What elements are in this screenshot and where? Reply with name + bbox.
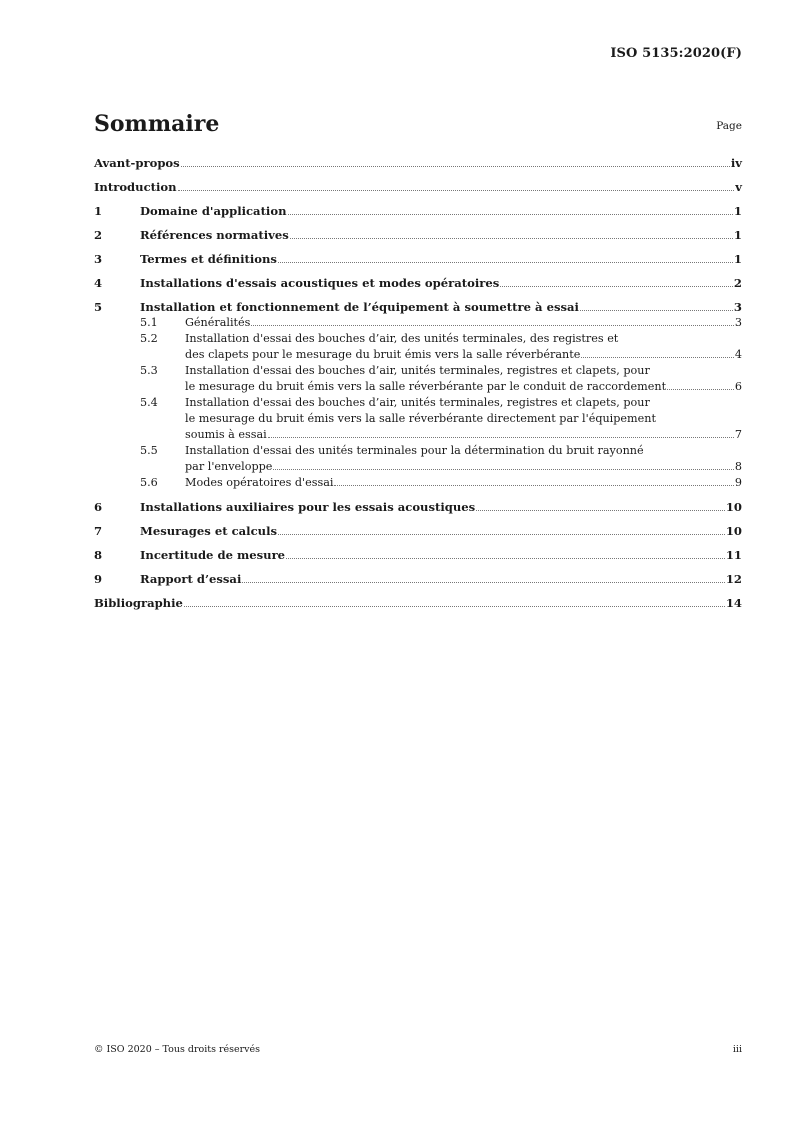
toc-entry[interactable] bbox=[94, 395, 742, 443]
toc-entry-title-line: par l'enveloppe bbox=[185, 460, 273, 473]
toc-entry-page: 10 bbox=[725, 524, 742, 538]
toc-entry-title-line: Références normatives bbox=[140, 228, 289, 242]
dot-leader bbox=[184, 606, 725, 607]
toc-entry-page: 12 bbox=[725, 572, 742, 586]
toc-entry-title-line: Mesurages et calculs bbox=[140, 524, 277, 538]
toc-entry-page: 3 bbox=[733, 300, 742, 314]
toc-entry-page: 3 bbox=[734, 316, 742, 329]
toc-entry-number: 1 bbox=[94, 204, 103, 218]
toc-entry-number: 2 bbox=[94, 228, 103, 242]
toc-entry[interactable] bbox=[94, 155, 742, 171]
dot-leader bbox=[242, 582, 725, 583]
page-column-label: Page bbox=[716, 120, 742, 132]
toc-entry-title-line: Bibliographie bbox=[94, 596, 183, 610]
toc-entry-page: 2 bbox=[733, 276, 742, 290]
dot-leader bbox=[500, 286, 733, 287]
toc-entry-title-line: Installation et fonctionnement de l’équipement à soumettre à essai bbox=[140, 300, 579, 314]
toc-entry-title-line: Rapport d’essai bbox=[140, 572, 242, 586]
dot-leader bbox=[273, 469, 733, 470]
toc-entry-title-line: Termes et définitions bbox=[140, 252, 277, 266]
toc-entry-page: v bbox=[735, 180, 742, 194]
toc-entry-number: 6 bbox=[94, 500, 103, 514]
toc-entry[interactable] bbox=[94, 179, 742, 195]
document-id: ISO 5135:2020(F) bbox=[610, 46, 742, 61]
page-number: iii bbox=[732, 1044, 742, 1055]
toc-entry-number: 5.2 bbox=[140, 332, 158, 345]
toc-entry-page: 6 bbox=[734, 380, 742, 393]
toc-entry-number: 5.3 bbox=[140, 364, 158, 377]
toc-entry-title-line: Installations d'essais acoustiques et modes opératoires bbox=[140, 276, 500, 290]
toc-entry[interactable] bbox=[94, 499, 742, 515]
toc-entry[interactable] bbox=[94, 315, 742, 331]
toc-entry[interactable] bbox=[94, 363, 742, 395]
dot-leader bbox=[251, 325, 733, 326]
toc-entry-number: 5 bbox=[94, 300, 103, 314]
dot-leader bbox=[278, 262, 733, 263]
toc-entry[interactable] bbox=[94, 203, 742, 219]
toc-entry-title-line: Incertitude de mesure bbox=[140, 548, 286, 562]
toc-entry-title-line: Domaine d'application bbox=[140, 204, 287, 218]
toc-entry-number: 5.4 bbox=[140, 396, 158, 409]
toc-entry-number: 5.6 bbox=[140, 476, 158, 489]
document-page bbox=[94, 0, 742, 1122]
dot-leader bbox=[268, 437, 734, 438]
dot-leader bbox=[334, 485, 733, 486]
toc-entry-title-line: le mesurage du bruit émis vers la salle réverbérante par le conduit de raccordement bbox=[185, 380, 667, 393]
toc-entry[interactable] bbox=[94, 251, 742, 267]
dot-leader bbox=[178, 190, 735, 191]
dot-leader bbox=[290, 238, 733, 239]
toc-entry-title-line: Généralités bbox=[185, 316, 251, 329]
toc-entry[interactable] bbox=[94, 571, 742, 587]
toc-entry-page: 1 bbox=[733, 228, 742, 242]
toc-entry-title-line: soumis à essai bbox=[185, 428, 267, 441]
toc-entry-page: 14 bbox=[725, 596, 742, 610]
dot-leader bbox=[288, 214, 733, 215]
toc-entry-page: 10 bbox=[725, 500, 742, 514]
toc-entry-number: 9 bbox=[94, 572, 103, 586]
page-title: Sommaire bbox=[94, 111, 220, 137]
dot-leader bbox=[181, 166, 730, 167]
toc-entry[interactable] bbox=[94, 523, 742, 539]
toc-entry[interactable] bbox=[94, 595, 742, 611]
toc-entry-page: 9 bbox=[734, 476, 742, 489]
dot-leader bbox=[278, 534, 725, 535]
toc-entry-title-line: Modes opératoires d'essai bbox=[185, 476, 334, 489]
toc-entry-number: 8 bbox=[94, 548, 103, 562]
toc-entry-page: 1 bbox=[733, 252, 742, 266]
toc-entry[interactable] bbox=[94, 331, 742, 363]
toc-entry-title-line: le mesurage du bruit émis vers la salle réverbérante directement par l'équipement bbox=[185, 412, 656, 425]
copyright-notice: © ISO 2020 – Tous droits réservés bbox=[94, 1044, 261, 1055]
toc-entry[interactable] bbox=[94, 443, 742, 475]
toc-entry[interactable] bbox=[94, 475, 742, 491]
toc-entry-title-line: Introduction bbox=[94, 180, 177, 194]
toc-entry-number: 3 bbox=[94, 252, 103, 266]
dot-leader bbox=[581, 357, 734, 358]
toc-entry-number: 4 bbox=[94, 276, 103, 290]
toc-entry[interactable] bbox=[94, 299, 742, 315]
toc-entry-page: iv bbox=[730, 156, 742, 170]
toc-entry-number: 5.5 bbox=[140, 444, 158, 457]
footer bbox=[94, 1044, 742, 1055]
toc-entry-title-line: Installation d'essai des bouches d’air, unités terminales, registres et clapets, pour bbox=[185, 364, 650, 377]
toc-entry-page: 7 bbox=[734, 428, 742, 441]
toc-entry-title-line: Avant-propos bbox=[94, 156, 180, 170]
toc-entry-title-line: des clapets pour le mesurage du bruit émis vers la salle réverbérante bbox=[185, 348, 581, 361]
toc-entry-number: 5.1 bbox=[140, 316, 158, 329]
toc-entry-page: 11 bbox=[725, 548, 742, 562]
dot-leader bbox=[476, 510, 725, 511]
table-of-contents bbox=[94, 155, 742, 611]
toc-entry[interactable] bbox=[94, 547, 742, 563]
toc-entry-page: 1 bbox=[733, 204, 742, 218]
toc-entry-title-line: Installations auxiliaires pour les essais acoustiques bbox=[140, 500, 476, 514]
toc-entry-page: 8 bbox=[734, 460, 742, 473]
dot-leader bbox=[667, 389, 734, 390]
toc-entry-title-line: Installation d'essai des bouches d’air, unités terminales, registres et clapets, pour bbox=[185, 396, 650, 409]
toc-entry-page: 4 bbox=[734, 348, 742, 361]
dot-leader bbox=[580, 310, 733, 311]
toc-entry-title-line: Installation d'essai des unités terminales pour la détermination du bruit rayonné bbox=[185, 444, 644, 457]
toc-entry[interactable] bbox=[94, 275, 742, 291]
dot-leader bbox=[286, 558, 725, 559]
toc-entry[interactable] bbox=[94, 227, 742, 243]
toc-entry-title-line: Installation d'essai des bouches d’air, des unités terminales, des registres et bbox=[185, 332, 619, 345]
toc-entry-number: 7 bbox=[94, 524, 103, 538]
